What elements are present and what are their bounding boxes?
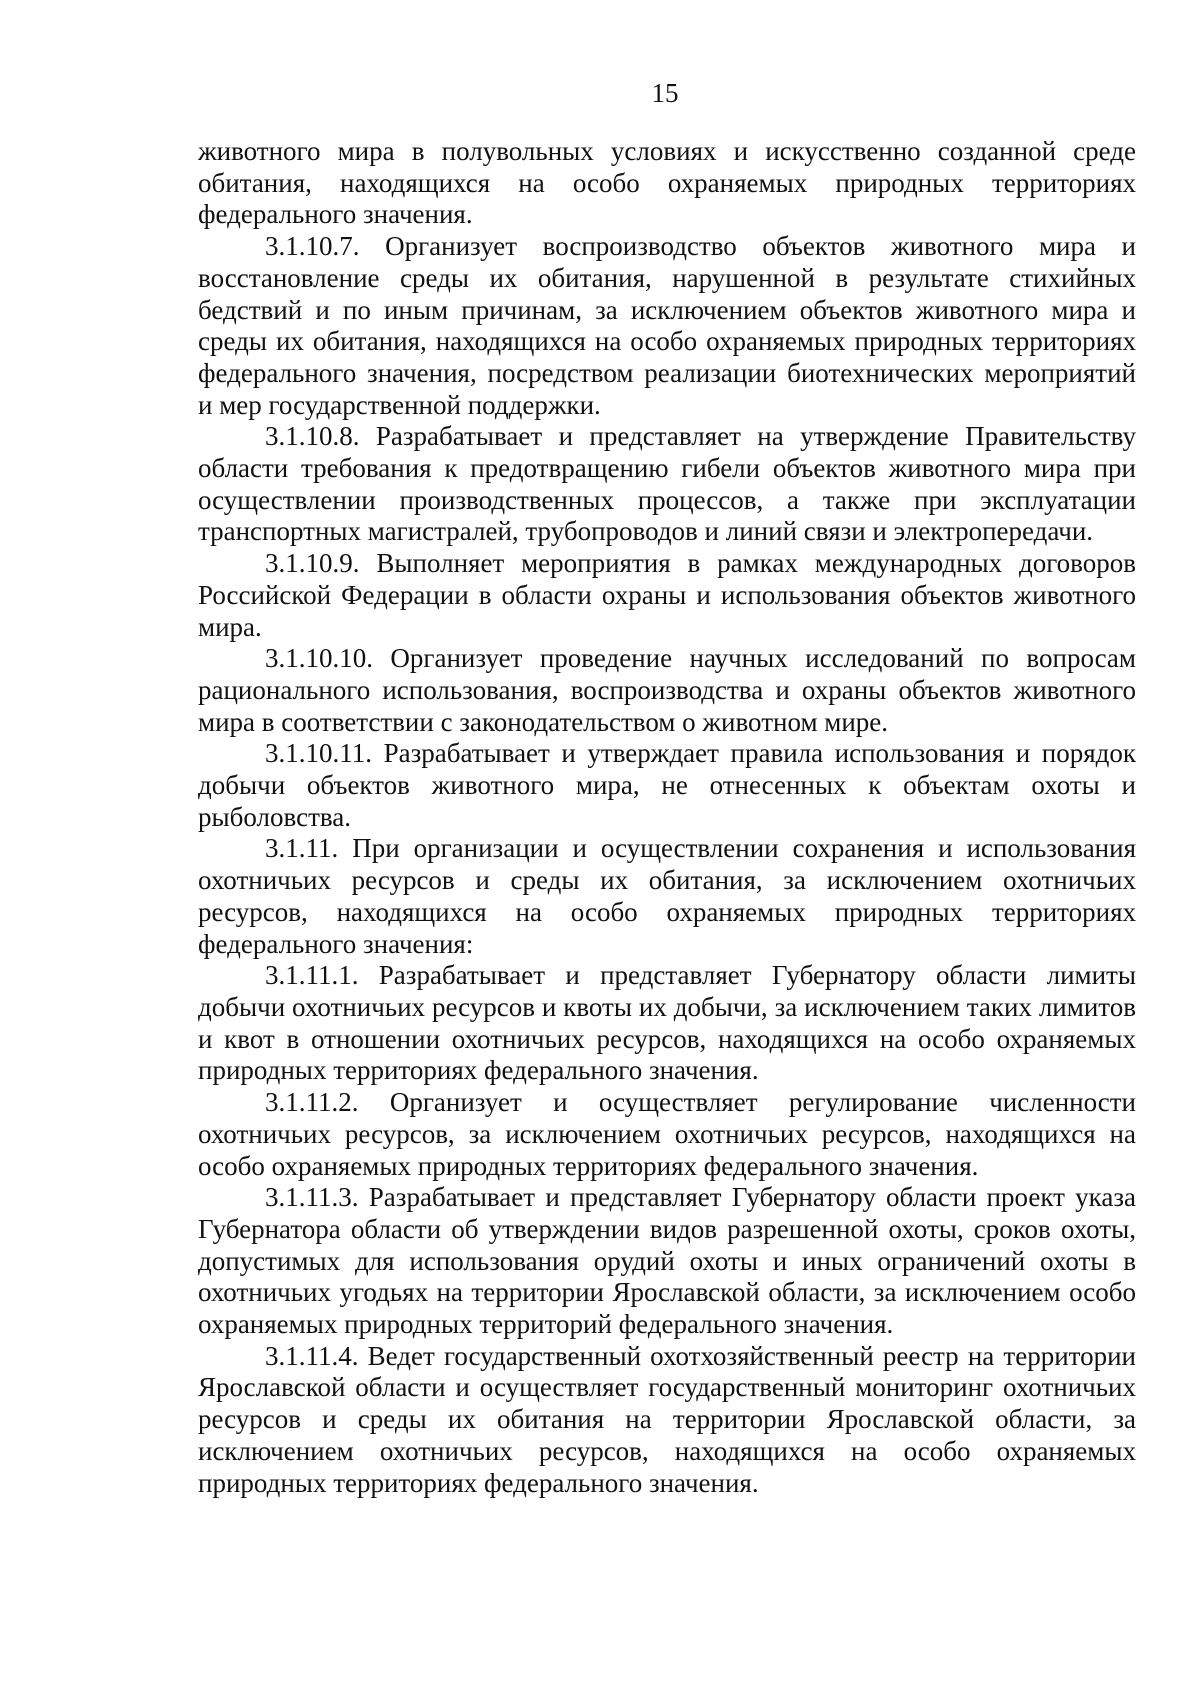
paragraph-3-1-10-9: 3.1.10.9. Выполняет мероприятия в рамках международных договоров Российской Федерации в области охраны и использования объектов животного мира. [198,548,1136,642]
paragraph-3-1-11: 3.1.11. При организации и осуществлении сохранения и использования охотничьих ресурсов и среды их обитания, за исключением охотничьих ресурсов, находящихся на особо охраняемых природных территориях федерального значения: [198,833,1136,959]
document-body [198,136,1136,1499]
paragraph-3-1-11-3: 3.1.11.3. Разрабатывает и представляет Губернатору области проект указа Губернатора области об утверждении видов разрешенной охоты, сроков охоты, допустимых для использования орудий охоты и иных ограничений охоты в охотничьих угодьях на территории Ярославской области, за исключением особо охраняемых природных территорий федерального значения. [198,1182,1136,1340]
paragraph-3-1-10-10: 3.1.10.10. Организует проведение научных исследований по вопросам рационального использования, воспроизводства и охраны объектов животного мира в соответствии с законодательством о животном мире. [198,643,1136,737]
page-number: 15 [651,78,679,108]
paragraph-3-1-10-7: 3.1.10.7. Организует воспроизводство объектов животного мира и восстановление среды их обитания, нарушенной в результате стихийных бедствий и по иным причинам, за исключением объектов животного мира и среды их обитания, находящихся на особо охраняемых природных территориях федерального значения, посредством реализации биотехнических мероприятий и мер государственной поддержки. [198,231,1136,420]
paragraph-continuation: животного мира в полувольных условиях и искусственно созданной среде обитания, находящихся на особо охраняемых природных территориях федерального значения. [198,136,1136,230]
paragraph-3-1-11-4: 3.1.11.4. Ведет государственный охотхозяйственный реестр на территории Ярославской области и осуществляет государственный мониторинг охотничьих ресурсов и среды их обитания на территории Ярославской области, за исключением охотничьих ресурсов, находящихся на особо охраняемых природных территориях федерального значения. [198,1340,1136,1498]
paragraph-3-1-10-11: 3.1.10.11. Разрабатывает и утверждает правила использования и порядок добычи объектов животного мира, не отнесенных к объектам охоты и рыболовства. [198,738,1136,832]
paragraph-3-1-10-8: 3.1.10.8. Разрабатывает и представляет на утверждение Правительству области требования к предотвращению гибели объектов животного мира при осуществлении производственных процессов, а также при эксплуатации транспортных магистралей, трубопроводов и линий связи и электропередачи. [198,421,1136,547]
paragraph-3-1-11-1: 3.1.11.1. Разрабатывает и представляет Губернатору области лимиты добычи охотничьих ресурсов и квоты их добычи, за исключением таких лимитов и квот в отношении охотничьих ресурсов, находящихся на особо охраняемых природных территориях федерального значения. [198,960,1136,1086]
paragraph-3-1-11-2: 3.1.11.2. Организует и осуществляет регулирование численности охотничьих ресурсов, за исключением охотничьих ресурсов, находящихся на особо охраняемых природных территориях федерального значения. [198,1087,1136,1181]
